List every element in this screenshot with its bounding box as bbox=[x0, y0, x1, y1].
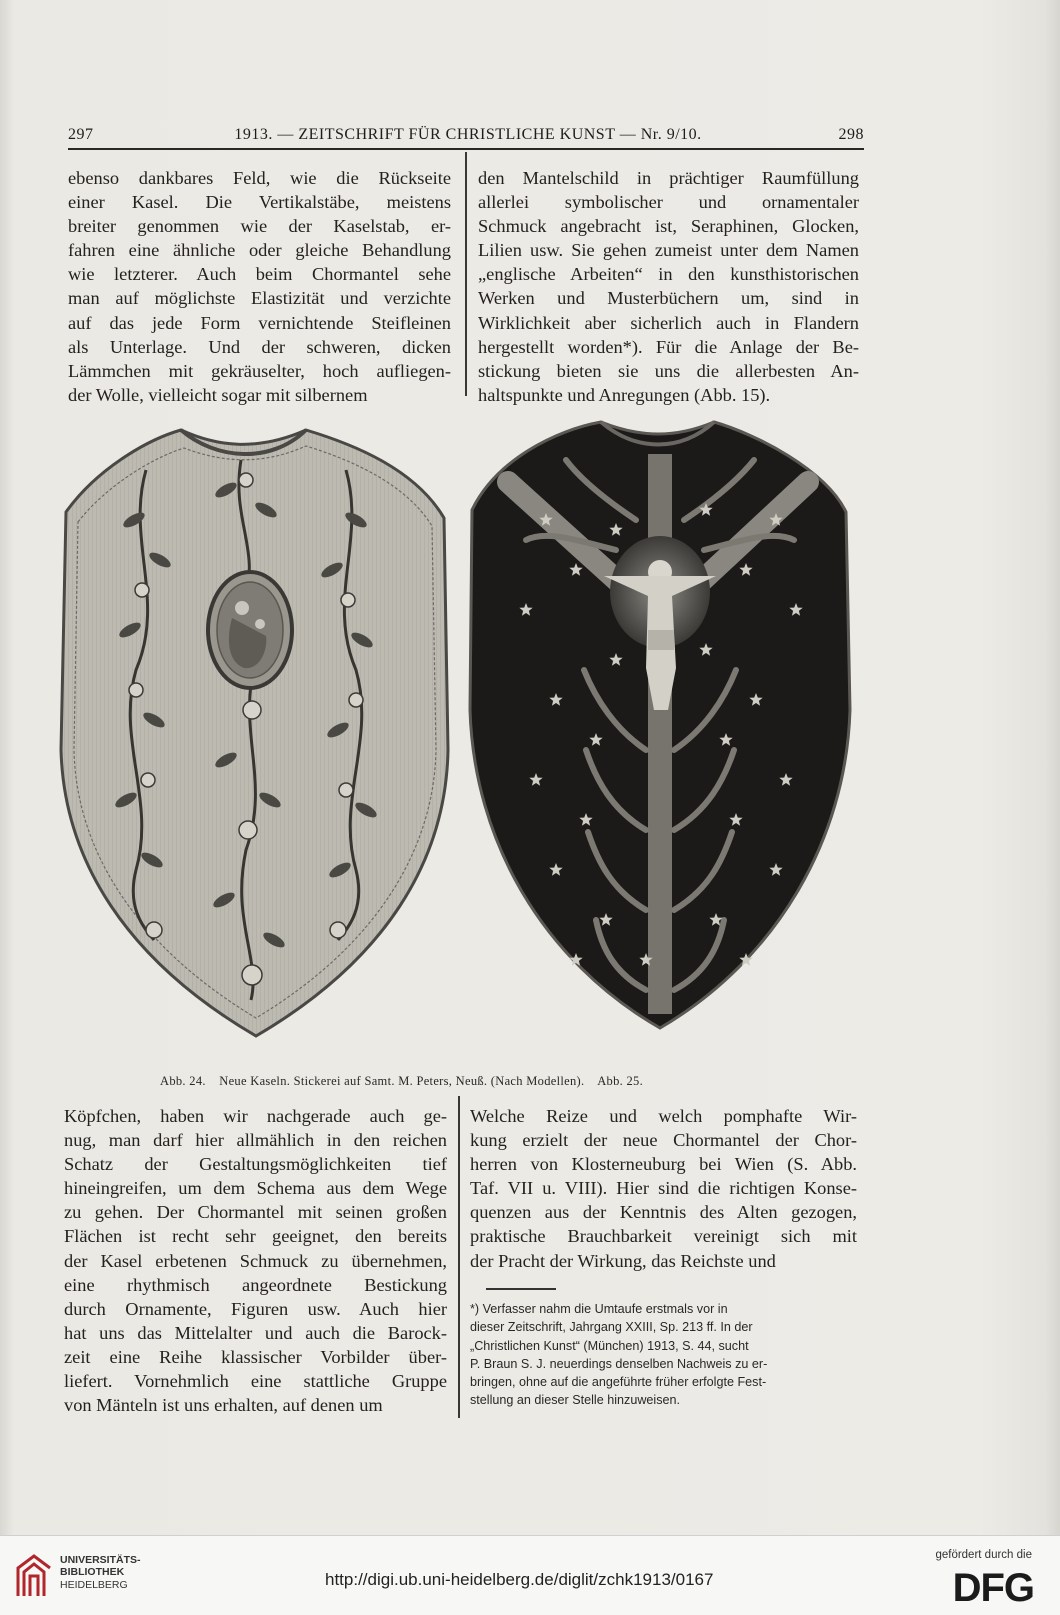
text-line: Flächen ist recht sehr geeignet, den bereits bbox=[64, 1226, 447, 1247]
library-logo-icon bbox=[14, 1552, 54, 1600]
text-line: Schatz der Gestaltungsmöglichkeiten tief bbox=[64, 1154, 447, 1175]
text-line: auf das jede Form vernichtende Steifleinen bbox=[68, 312, 451, 333]
funding-label: gefördert durch die bbox=[935, 1549, 1032, 1561]
page-number-left: 297 bbox=[68, 126, 94, 143]
column-divider-bottom bbox=[458, 1096, 460, 1418]
library-line-2: BIBLIOTHEK bbox=[60, 1566, 125, 1579]
text-line: Lilien usw. Sie gehen zumeist unter dem Namen bbox=[478, 240, 859, 261]
text-line: stickung bieten sie uns die allerbesten An- bbox=[478, 360, 859, 381]
caption-text: Neue Kaseln. Stickerei auf Samt. M. Peters, Neuß. (Nach Modellen). bbox=[219, 1074, 585, 1088]
footnote-line: dieser Zeitschrift, Jahrgang XXIII, Sp. 213 ff. In der bbox=[470, 1320, 753, 1335]
chasuble-light-image bbox=[61, 430, 448, 1036]
text-line: wie letzterer. Auch beim Chormantel sehe bbox=[68, 264, 451, 285]
text-line: breiter genommen wie der Kaselstab, er- bbox=[68, 216, 451, 237]
text-line: herren von Klosterneuburg bei Wien (S. Abb. bbox=[470, 1154, 857, 1175]
footnote-rule bbox=[486, 1288, 556, 1290]
column-top-right bbox=[478, 166, 859, 407]
library-footer bbox=[0, 1535, 1060, 1615]
text-line: fahren eine ähnliche oder gleiche Behandlung bbox=[68, 240, 451, 261]
text-line: „englische Arbeiten“ in den kunsthistorischen bbox=[478, 264, 859, 285]
text-line: durch Ornamente, Figuren usw. Auch hier bbox=[64, 1298, 447, 1319]
column-top-left bbox=[68, 166, 451, 407]
text-line: Taf. VII u. VIII). Hier sind die richtigen Konse- bbox=[470, 1178, 857, 1199]
figure-chasubles bbox=[56, 400, 856, 1070]
text-line: Welche Reize und welch pomphafte Wir- bbox=[470, 1106, 857, 1126]
text-line: von Mänteln ist uns erhalten, auf denen um bbox=[64, 1395, 383, 1416]
column-bottom-right bbox=[470, 1104, 857, 1273]
text-line: praktische Brauchbarkeit vereinigt sich mit bbox=[470, 1226, 857, 1247]
footnote-line: „Christlichen Kunst“ (München) 1913, S. 44, sucht bbox=[470, 1338, 749, 1353]
text-line: nug, man darf hier allmählich in den reichen bbox=[64, 1130, 447, 1151]
text-line: Schmuck angebracht ist, Seraphinen, Glocken, bbox=[478, 216, 859, 237]
footnote-line: P. Braun S. J. neuerdings denselben Nachweis zu er- bbox=[470, 1356, 768, 1371]
dfg-logo: DFG bbox=[952, 1566, 1034, 1610]
footnote-line: stellung an dieser Stelle hinzuweisen. bbox=[470, 1393, 681, 1408]
footnote bbox=[470, 1300, 858, 1410]
text-line: quenzen aus der Kenntnis des Alten gezogen, bbox=[470, 1202, 857, 1223]
running-header bbox=[68, 124, 864, 150]
text-line: ebenso dankbares Feld, wie die Rückseite bbox=[68, 168, 451, 188]
figure-caption bbox=[160, 1074, 760, 1089]
text-line: hat uns das Mittelalter und auch die Barock- bbox=[64, 1322, 447, 1343]
caption-left-ref: Abb. 24. bbox=[160, 1074, 206, 1088]
caption-right-ref: Abb. 25. bbox=[597, 1074, 643, 1088]
text-line: als Unterlage. Und der schweren, dicken bbox=[68, 336, 451, 357]
library-line-3: HEIDELBERG bbox=[60, 1578, 128, 1591]
text-line: hineingreifen, um dem Schema aus dem Wege bbox=[64, 1178, 447, 1199]
text-line: eine rhythmisch angeordnete Bestickung bbox=[64, 1274, 447, 1295]
text-line: der Pracht der Wirkung, das Reichste und bbox=[470, 1250, 776, 1271]
text-line: liefert. Vornehmlich eine stattliche Gruppe bbox=[64, 1371, 447, 1392]
column-divider-top bbox=[465, 152, 467, 396]
footnote-line: bringen, ohne auf die angeführte früher erfolgte Fest- bbox=[470, 1375, 767, 1390]
text-line: zeit eine Reihe klassischer Vorbilder über- bbox=[64, 1346, 447, 1367]
text-line: haltspunkte und Anregungen (Abb. 15). bbox=[478, 384, 771, 405]
text-line: zu gehen. Der Chormantel mit seinen großen bbox=[64, 1202, 447, 1223]
text-line: Köpfchen, haben wir nachgerade auch ge- bbox=[64, 1106, 447, 1126]
text-line: der Kasel erbetenen Schmuck zu übernehmen, bbox=[64, 1250, 447, 1271]
text-line: einer Kasel. Die Vertikalstäbe, meistens bbox=[68, 192, 451, 213]
text-line: Wirklichkeit aber sicherlich auch in Flandern bbox=[478, 312, 859, 333]
chasuble-dark-image bbox=[470, 422, 850, 1028]
column-bottom-left bbox=[64, 1104, 447, 1417]
text-line: der Wolle, vielleicht sogar mit silbernem bbox=[68, 384, 368, 405]
text-line: man auf möglichste Elastizität und verzichte bbox=[68, 288, 451, 309]
page-number-right: 298 bbox=[838, 126, 864, 143]
text-line: Lämmchen mit gekräuselter, hoch aufliegen- bbox=[68, 360, 451, 381]
text-line: allerlei symbolischer und ornamentaler bbox=[478, 192, 859, 213]
library-line-1: UNIVERSITÄTS- bbox=[60, 1554, 141, 1566]
text-line: kung erzielt der neue Chormantel der Chor- bbox=[470, 1130, 857, 1151]
text-line: den Mantelschild in prächtiger Raumfüllung bbox=[478, 168, 859, 188]
text-line: Werken und Musterbüchern um, sind in bbox=[478, 288, 859, 309]
permalink-url[interactable]: http://digi.ub.uni-heidelberg.de/diglit/zchk1913/0167 bbox=[325, 1570, 714, 1589]
library-name bbox=[60, 1554, 141, 1591]
header-rule bbox=[68, 148, 864, 150]
footnote-line: *) Verfasser nahm die Umtaufe erstmals vor in bbox=[470, 1302, 728, 1316]
text-line: hergestellt worden*). Für die Anlage der Be- bbox=[478, 336, 859, 357]
journal-title: 1913. — ZEITSCHRIFT FÜR CHRISTLICHE KUNST — Nr. 9/10. bbox=[234, 126, 702, 143]
